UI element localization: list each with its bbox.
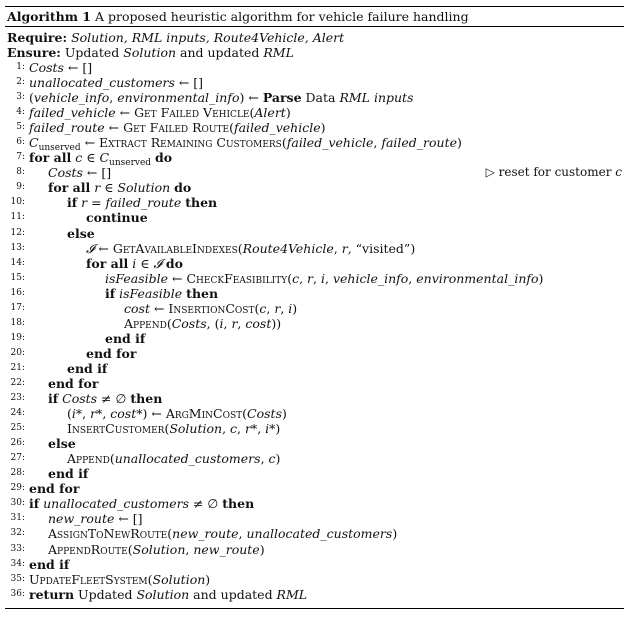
line-code: end if bbox=[105, 330, 146, 346]
algorithm-line bbox=[5, 226, 624, 241]
line-code: end if bbox=[67, 360, 108, 376]
line-code: failed_route ← Get Failed Route(failed_vehicle) bbox=[29, 120, 326, 136]
line-number: 27: bbox=[10, 453, 25, 464]
ensure-line bbox=[5, 45, 624, 60]
algorithm-line bbox=[5, 391, 624, 406]
algorithm-line bbox=[5, 331, 624, 346]
algorithm-line bbox=[5, 542, 624, 557]
algorithm-line bbox=[5, 466, 624, 481]
algorithm-lines bbox=[5, 60, 624, 602]
line-code: for all r ∈ Solution do bbox=[48, 180, 192, 196]
line-code: 𝓘 ← GetAvailableIndexes(Route4Vehicle, r, “visited”) bbox=[86, 240, 416, 256]
line-code: failed_vehicle ← Get Failed Vehicle(Alert) bbox=[29, 105, 291, 121]
line-code: UpdateFleetSystem(Solution) bbox=[29, 571, 211, 587]
line-number: 13: bbox=[10, 242, 25, 253]
ensure-keyword: Ensure: bbox=[7, 45, 61, 60]
line-code: (vehicle_info, environmental_info) ← Parse Data RML inputs bbox=[29, 90, 414, 106]
algorithm-line bbox=[5, 436, 624, 451]
algorithm-line bbox=[5, 316, 624, 331]
line-number: 21: bbox=[10, 362, 25, 373]
line-number: 16: bbox=[10, 287, 25, 298]
line-code: (i*, r*, cost*) ← ArgMinCost(Costs) bbox=[67, 406, 287, 422]
algorithm-line bbox=[5, 256, 624, 271]
algorithm-line bbox=[5, 346, 624, 361]
line-code: new_route ← [] bbox=[48, 511, 143, 527]
line-code: end for bbox=[29, 481, 80, 497]
line-number: 11: bbox=[10, 212, 25, 223]
algorithm-line bbox=[5, 210, 624, 225]
line-number: 28: bbox=[10, 468, 25, 479]
line-number: 22: bbox=[10, 377, 25, 388]
algorithm-line bbox=[5, 361, 624, 376]
line-code: InsertCustomer(Solution, c, r*, i*) bbox=[67, 421, 281, 437]
algorithm-line bbox=[5, 60, 624, 75]
line-number: 31: bbox=[10, 513, 25, 524]
line-code: if Costs ≠ ∅ then bbox=[48, 391, 163, 407]
require-keyword: Require: bbox=[7, 30, 68, 45]
line-code: unallocated_customers ← [] bbox=[29, 75, 204, 91]
line-number: 35: bbox=[10, 573, 25, 584]
line-code: Append(Costs, (i, r, cost)) bbox=[124, 315, 282, 331]
algorithm-line bbox=[5, 271, 624, 286]
line-code: if r = failed_route then bbox=[67, 195, 218, 211]
line-code: return Updated Solution and updated RML bbox=[29, 586, 308, 602]
algorithm-line bbox=[5, 451, 624, 466]
algorithm-line bbox=[5, 511, 624, 526]
line-number: 20: bbox=[10, 347, 25, 358]
line-number: 6: bbox=[16, 137, 25, 148]
line-code: isFeasible ← CheckFeasibility(c, r, i, vehicle_info, environmental_info) bbox=[105, 270, 544, 286]
line-code: Costs ← [] bbox=[29, 60, 93, 75]
algorithm-line bbox=[5, 526, 624, 541]
line-code: cost ← InsertionCost(c, r, i) bbox=[124, 300, 298, 316]
line-code: end for bbox=[48, 375, 99, 391]
line-number: 18: bbox=[10, 317, 25, 328]
line-code: AppendRoute(Solution, new_route) bbox=[48, 541, 265, 557]
line-code: else bbox=[48, 436, 76, 452]
line-number: 14: bbox=[10, 257, 25, 268]
line-code: end if bbox=[48, 466, 89, 482]
algorithm-line bbox=[5, 241, 624, 256]
algorithm-line bbox=[5, 496, 624, 511]
line-number: 12: bbox=[10, 227, 25, 238]
algorithm-line bbox=[5, 481, 624, 496]
algorithm-line bbox=[5, 587, 624, 602]
algorithm-line bbox=[5, 557, 624, 572]
line-number: 29: bbox=[10, 483, 25, 494]
line-number: 24: bbox=[10, 408, 25, 419]
line-number: 2: bbox=[16, 77, 25, 88]
line-number: 9: bbox=[16, 182, 25, 193]
line-number: 36: bbox=[10, 588, 25, 599]
algorithm-line bbox=[5, 165, 624, 180]
algorithm-line bbox=[5, 180, 624, 195]
line-comment: ▷ reset for customer c bbox=[485, 165, 622, 180]
algorithm-caption bbox=[5, 7, 624, 26]
line-number: 26: bbox=[10, 438, 25, 449]
line-number: 3: bbox=[16, 92, 25, 103]
line-code: Costs ← [] bbox=[48, 165, 112, 181]
algorithm-line bbox=[5, 376, 624, 391]
line-code: $C_{unserved}$ ← Extract Remaining Customers(failed_vehicle, failed_route) bbox=[29, 135, 462, 154]
line-number: 23: bbox=[10, 393, 25, 404]
line-number: 8: bbox=[16, 167, 25, 178]
line-code: for all i ∈ 𝓘 do bbox=[86, 255, 183, 271]
line-number: 4: bbox=[16, 107, 25, 118]
line-code: if isFeasible then bbox=[105, 285, 219, 301]
line-code: if unallocated_customers ≠ ∅ then bbox=[29, 496, 255, 512]
algorithm-title: A proposed heuristic algorithm for vehicle failure handling bbox=[94, 9, 469, 24]
algorithm-line bbox=[5, 286, 624, 301]
algorithm-line bbox=[5, 421, 624, 436]
line-code: else bbox=[67, 225, 95, 241]
line-code: continue bbox=[86, 210, 148, 226]
line-number: 30: bbox=[10, 498, 25, 509]
line-number: 19: bbox=[10, 332, 25, 343]
algorithm-line bbox=[5, 75, 624, 90]
line-number: 1: bbox=[16, 62, 25, 72]
line-number: 33: bbox=[10, 543, 25, 554]
line-code: Append(unallocated_customers, c) bbox=[67, 451, 281, 467]
algorithm-block bbox=[5, 6, 624, 602]
line-code: for all c ∈ $C_{unserved}$ do bbox=[29, 150, 173, 169]
algorithm-line bbox=[5, 150, 624, 169]
require-line bbox=[5, 30, 624, 45]
line-number: 10: bbox=[10, 197, 25, 208]
algorithm-line bbox=[5, 105, 624, 120]
line-number: 5: bbox=[16, 122, 25, 133]
algorithm-label: Algorithm 1 bbox=[7, 9, 91, 24]
bottom-rule bbox=[5, 608, 624, 609]
line-code: end for bbox=[86, 345, 137, 361]
algorithm-line bbox=[5, 120, 624, 135]
algorithm-line bbox=[5, 195, 624, 210]
line-number: 34: bbox=[10, 558, 25, 569]
line-number: 25: bbox=[10, 423, 25, 434]
algorithm-line bbox=[5, 301, 624, 316]
line-code: end if bbox=[29, 556, 70, 572]
algorithm-line bbox=[5, 572, 624, 587]
line-number: 17: bbox=[10, 302, 25, 313]
line-number: 15: bbox=[10, 272, 25, 283]
line-number: 7: bbox=[16, 152, 25, 163]
ensure-text: Updated Solution and updated RML bbox=[64, 45, 294, 60]
line-number: 32: bbox=[10, 528, 25, 539]
algorithm-line bbox=[5, 406, 624, 421]
line-code: AssignToNewRoute(new_route, unallocated_customers) bbox=[48, 526, 398, 542]
algorithm-line bbox=[5, 90, 624, 105]
require-text: Solution, RML inputs, Route4Vehicle, Alert bbox=[71, 30, 345, 45]
algorithm-line bbox=[5, 135, 624, 154]
